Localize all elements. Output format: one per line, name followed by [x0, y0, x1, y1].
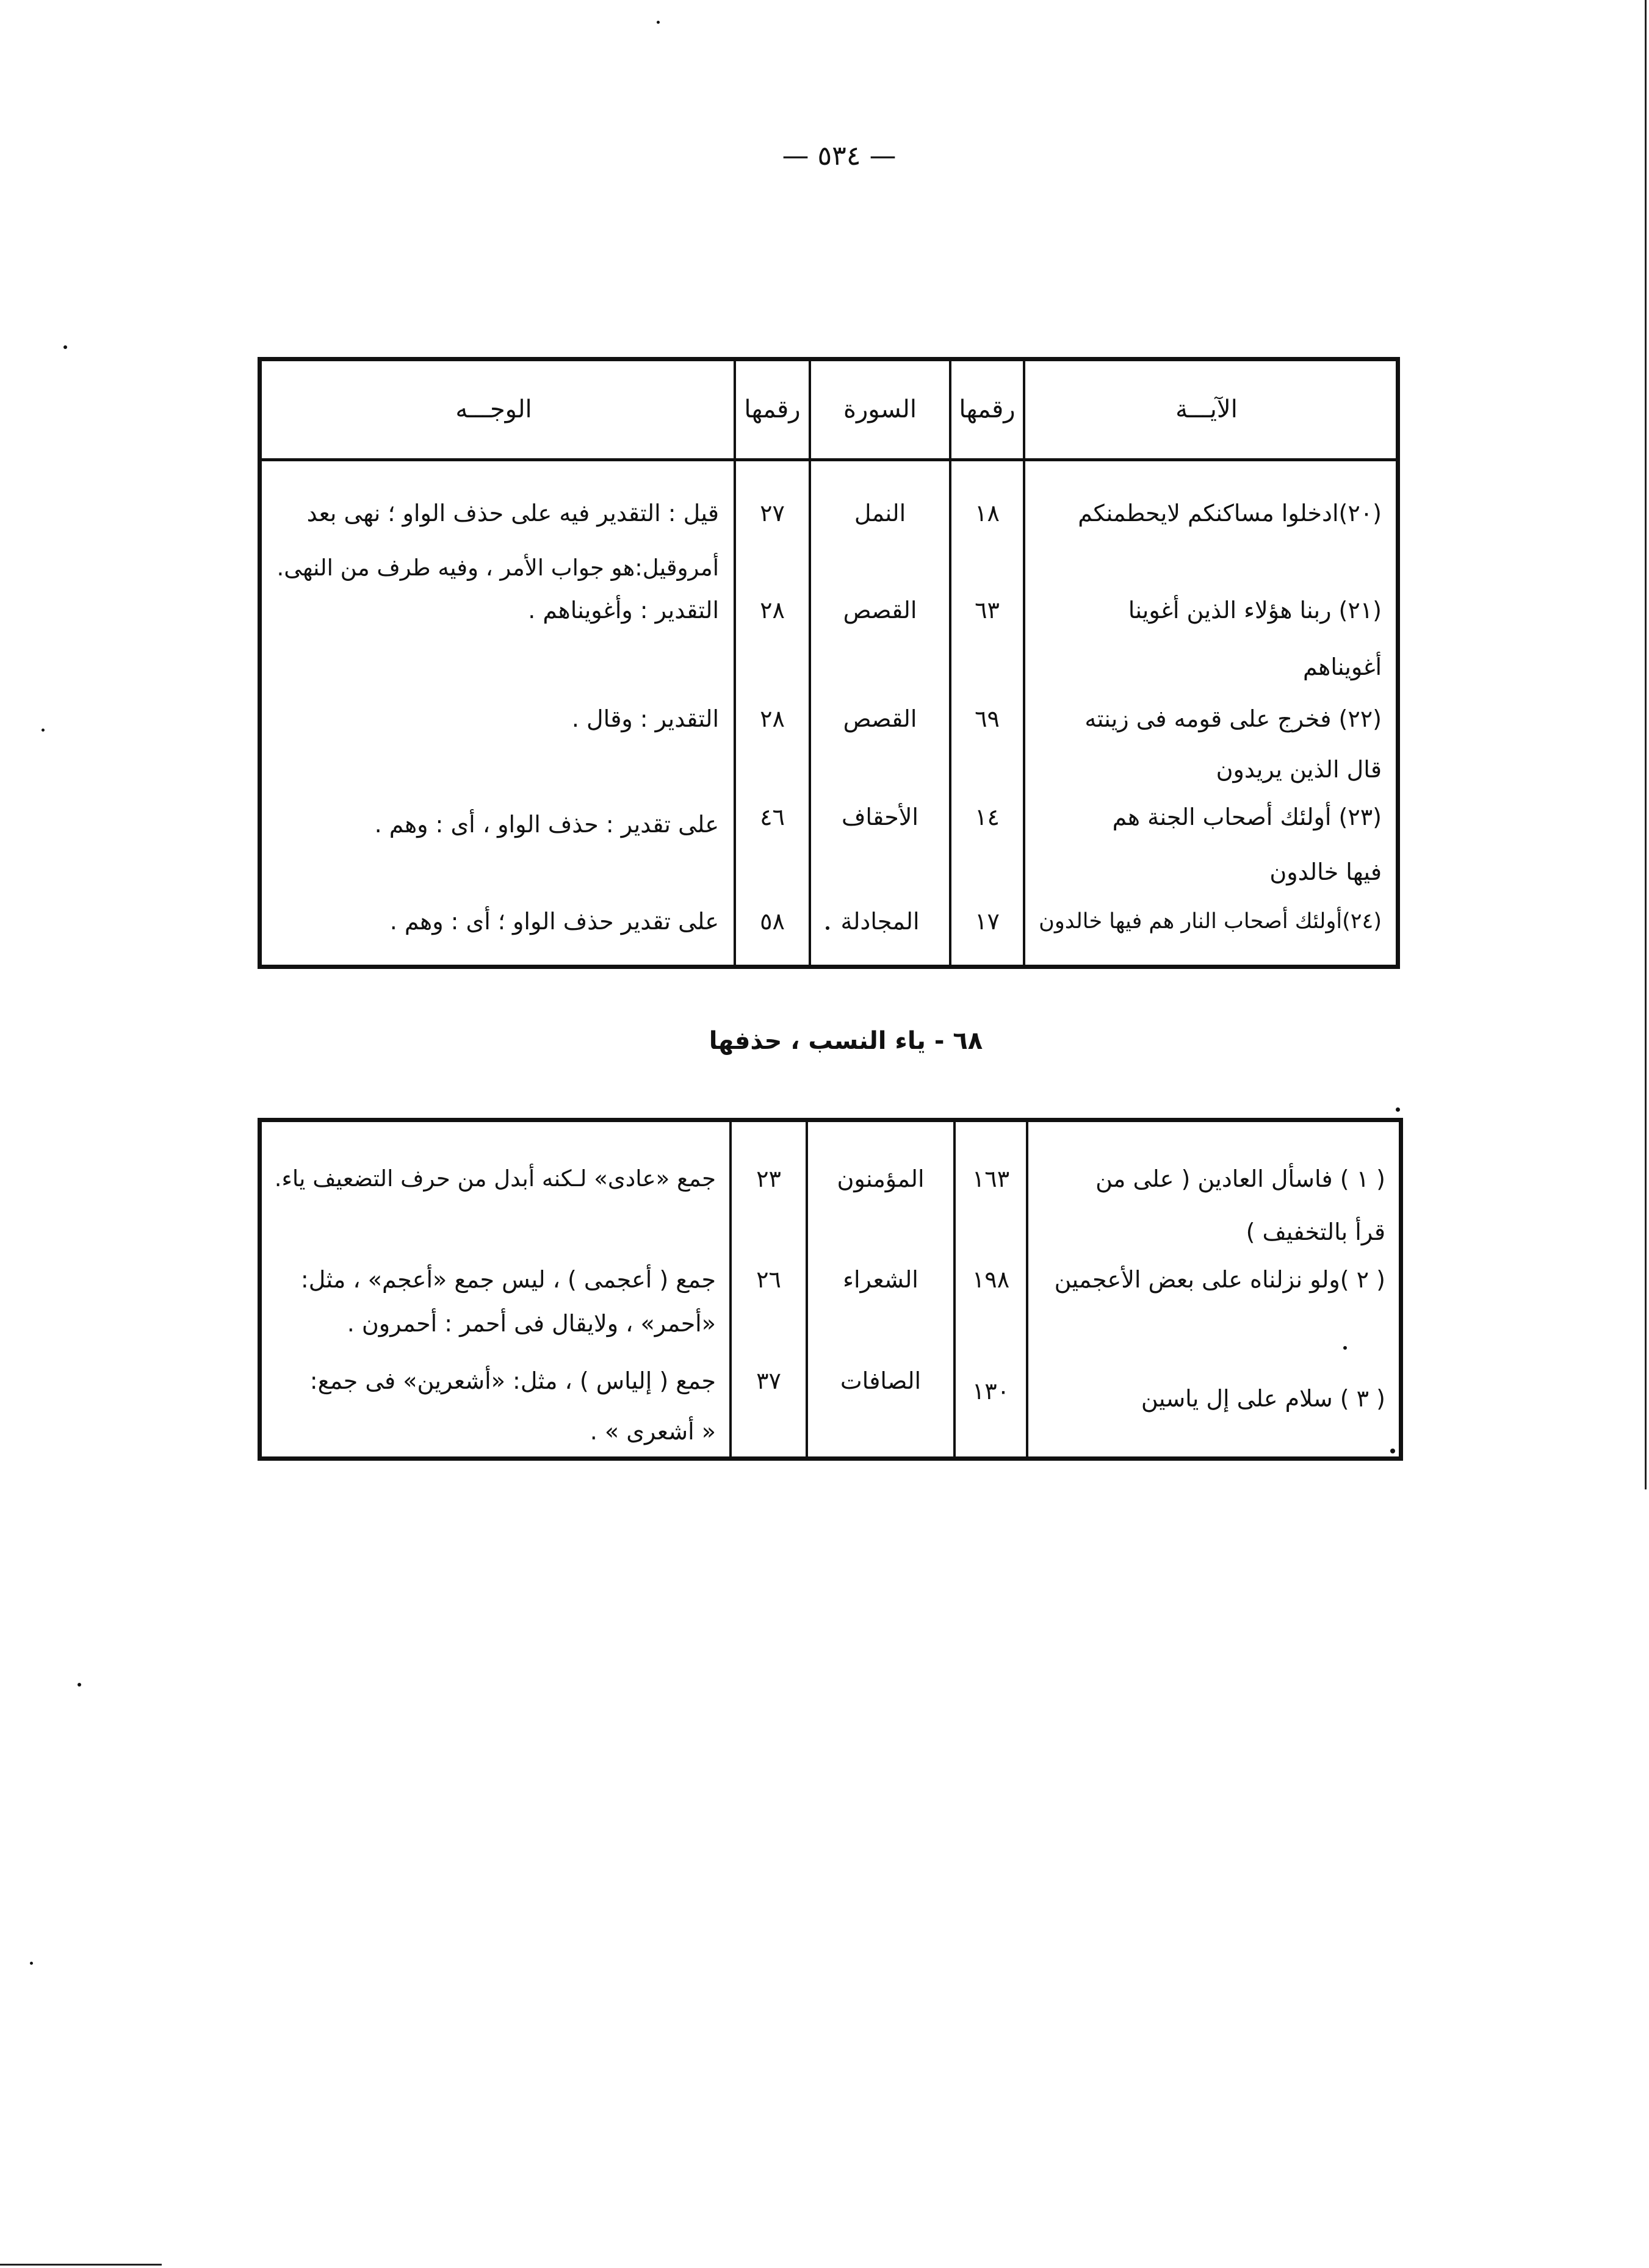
surah-number: ٢٨ [760, 597, 785, 624]
ayah-text: فيها خالدون [1269, 859, 1382, 885]
table-row [258, 1118, 1403, 1249]
surah-name: النمل [854, 500, 906, 527]
scan-speck [78, 1683, 81, 1687]
table-row [258, 1356, 1403, 1461]
ayah-number: ١٩٨ [972, 1266, 1010, 1293]
explanation-text: «أحمر» ، ولايقال فى أحمر : أحمرون . [347, 1310, 716, 1337]
ayah-text: أغويناهم [1302, 653, 1382, 680]
ayah-text: (٢٣) أولئك أصحاب الجنة هم [1112, 804, 1382, 830]
ayah-text: (٢١) ربنا هؤلاء الذين أغوينا [1128, 597, 1382, 624]
header-ayah: الآيـــة [1175, 395, 1238, 423]
table-row [258, 1249, 1403, 1356]
surah-name: الأحقاف [842, 804, 918, 830]
surah-name: القصص [843, 597, 917, 624]
scan-edge-line [1645, 0, 1647, 1489]
explanation-text: التقدير : وأغويناهم . [528, 597, 719, 624]
explanation-text: جمع «عادى» لـكنه أبدل من حرف التضعيف ياء. [274, 1165, 716, 1192]
surah-name: القصص [843, 705, 917, 732]
section-heading: ٦٨ - ياء النسب ، حذفها [709, 1027, 983, 1055]
explanation-text: جمع ( أعجمى ) ، ليس جمع «أعجم» ، مثل: [300, 1266, 716, 1293]
surah-name: الصافات [840, 1367, 922, 1394]
surah-number: ٢٦ [756, 1266, 781, 1293]
ayah-text: (٢٠)ادخلوا مساكنكم لايحطمنكم [1078, 500, 1382, 527]
header-ayah-number: رقمها [959, 395, 1016, 423]
surah-number: ٢٨ [760, 705, 785, 732]
header-explanation: الوجـــه [455, 395, 532, 423]
header-surah-number: رقمها [744, 395, 801, 423]
ayah-number: ٦٩ [975, 705, 1000, 732]
surah-name: المجادلة [840, 908, 920, 935]
surah-number: ٢٣ [756, 1165, 781, 1192]
scan-speck [41, 729, 45, 732]
surah-number: ٢٧ [760, 500, 785, 527]
explanation-text: أمروقيل:هو جواب الأمر ، وفيه طرف من النهى. [276, 555, 719, 581]
table-row [258, 460, 1400, 589]
surah-name: المؤمنون [837, 1165, 925, 1192]
ayah-text: قال الذين يريدون [1216, 756, 1382, 783]
ayah-number: ١٨ [975, 500, 1000, 527]
ayah-number: ١٣٠ [972, 1378, 1010, 1405]
explanation-text: التقدير : وقال . [571, 705, 719, 732]
explanation-text: على تقدير : حذف الواو ، أى : وهم . [374, 811, 719, 838]
surah-number: ٤٦ [760, 804, 785, 830]
ayah-text: ( ١ ) فاسأل العادين ( على من [1095, 1165, 1385, 1192]
surah-name: الشعراء [843, 1266, 918, 1293]
scan-speck [63, 345, 67, 349]
scan-speck [1396, 1107, 1400, 1112]
scan-edge-line [0, 2264, 162, 2266]
verse-table-1 [258, 357, 1400, 969]
header-surah: السورة [843, 395, 917, 423]
table-row [258, 589, 1400, 696]
ayah-number: ١٦٣ [972, 1165, 1010, 1192]
explanation-text: « أشعرى » . [590, 1418, 716, 1445]
table-row [258, 891, 1400, 969]
ayah-text: ( ٣ ) سلام على إل ياسين [1141, 1385, 1385, 1412]
table-header [258, 357, 1400, 460]
ayah-number: ١٧ [975, 908, 1000, 935]
ayah-text: (٢٢) فخرج على قومه فى زينته [1084, 705, 1382, 732]
surah-number: ٣٧ [756, 1367, 781, 1394]
verse-table-2 [258, 1118, 1403, 1461]
page-number: — ٥٣٤ — [782, 140, 897, 171]
table-row [258, 793, 1400, 891]
ayah-number: ١٤ [975, 804, 1000, 830]
table-row [258, 696, 1400, 793]
ayah-text: (٢٤)أولئك أصحاب النار هم فيها خالدون [1039, 909, 1382, 934]
scan-speck [30, 1962, 33, 1965]
scan-speck [657, 21, 660, 24]
explanation-text: قيل : التقدير فيه على حذف الواو ؛ نهى بعد [306, 500, 719, 527]
ayah-text: ( ٢ )ولو نزلناه على بعض الأعجمين [1054, 1266, 1385, 1293]
ayah-text: قرأ بالتخفيف ) [1246, 1219, 1385, 1245]
explanation-text: جمع ( إلياس ) ، مثل: «أشعرين» فى جمع: [309, 1367, 716, 1394]
ayah-number: ٦٣ [975, 597, 1000, 624]
explanation-text: على تقدير حذف الواو ؛ أى : وهم . [389, 908, 719, 935]
surah-number: ٥٨ [760, 908, 785, 935]
